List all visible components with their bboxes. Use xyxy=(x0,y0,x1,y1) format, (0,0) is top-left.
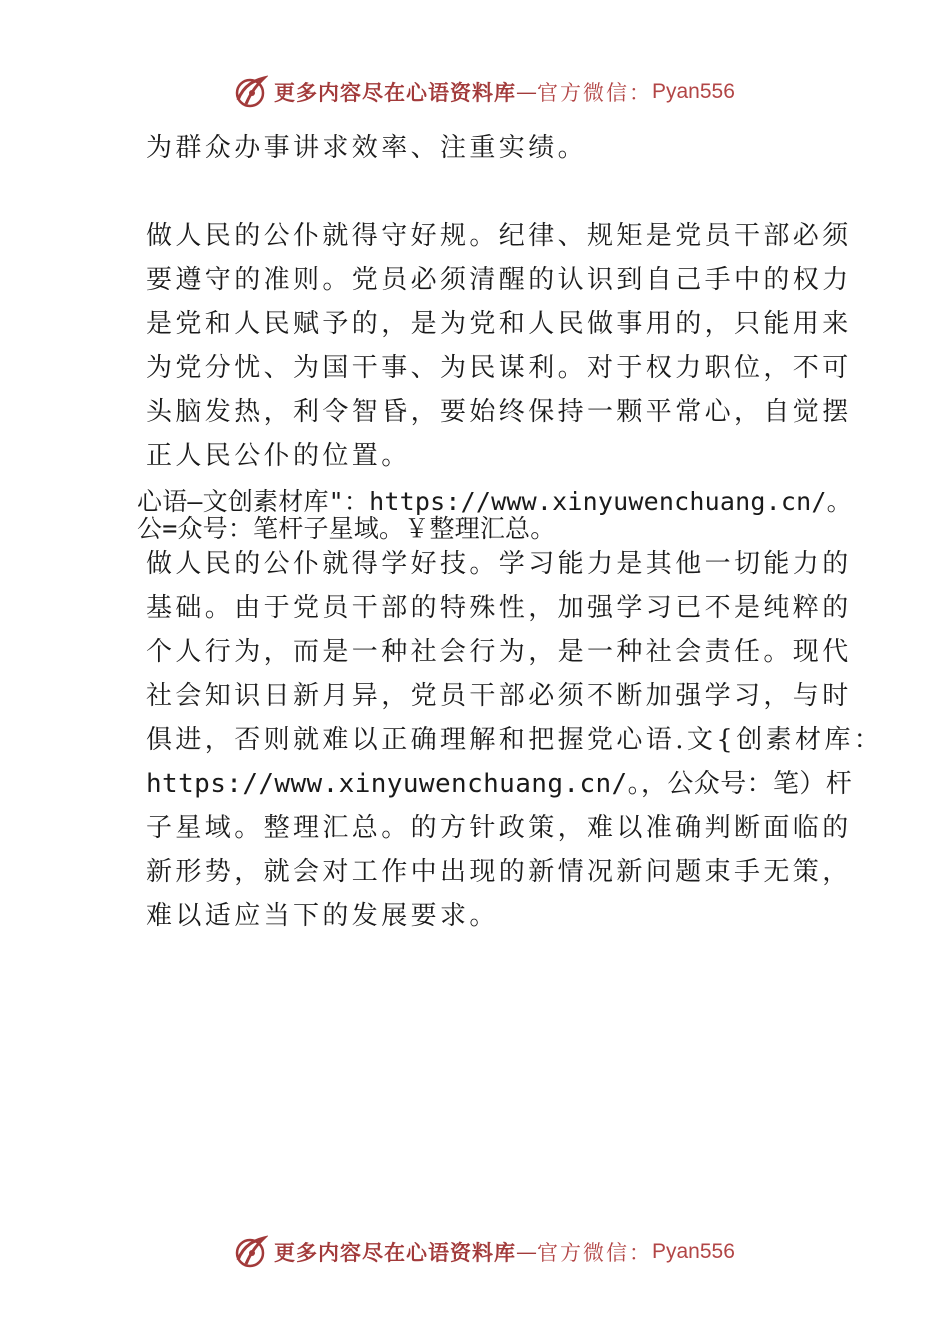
header-wechat-id: Pyan556 xyxy=(652,80,735,103)
paragraph-2-line: 做人民的公仆就得守好规。纪律、规矩是党员干部必须 xyxy=(146,221,852,251)
paragraph-3-line: 难以适应当下的发展要求。 xyxy=(146,901,499,931)
paragraph-2-line: 为党分忧、为国干事、为民谋利。对于权力职位，不可 xyxy=(146,353,852,383)
footer-title: 更多内容尽在心语资料库 xyxy=(274,1240,516,1265)
footer-separator: — xyxy=(516,1240,537,1264)
paragraph-2-line: 正人民公仆的位置。 xyxy=(146,441,411,471)
header-banner xyxy=(232,72,735,112)
paragraph-2-line: 头脑发热，利令智昏，要始终保持一颗平常心，自觉摆 xyxy=(146,397,852,427)
header-wechat-label: 官方微信： xyxy=(537,81,652,105)
paragraph-2-line: 是党和人民赋予的，是为党和人民做事用的，只能用来 xyxy=(146,309,852,339)
paragraph-3-line: https://www.xinyuwenchuang.cn/。，公众号：笔）杆 xyxy=(146,769,853,799)
header-title: 更多内容尽在心语资料库 xyxy=(274,80,516,105)
paragraph-3-line: 俱进，否则就难以正确理解和把握党心语.文{创素材库： xyxy=(146,725,884,755)
logo-icon xyxy=(232,74,268,110)
paragraph-2-line: 要遵守的准则。党员必须清醒的认识到自己手中的权力 xyxy=(146,265,852,295)
paragraph-3-line: 做人民的公仆就得学好技。学习能力是其他一切能力的 xyxy=(146,549,852,579)
paragraph-3-line: 新形势，就会对工作中出现的新情况新问题束手无策， xyxy=(146,857,852,887)
paragraph-3-line: 基础。由于党员干部的特殊性，加强学习已不是纯粹的 xyxy=(146,593,852,623)
footer-wechat-label: 官方微信： xyxy=(537,1241,652,1265)
paragraph-1-line: 为群众办事讲求效率、注重实绩。 xyxy=(146,133,588,163)
header-separator: — xyxy=(516,80,537,104)
paragraph-3-line: 子星域。整理汇总。的方针政策，难以准确判断面临的 xyxy=(146,813,852,843)
footer-wechat-id: Pyan556 xyxy=(652,1240,735,1263)
paragraph-3-line: 社会知识日新月异，党员干部必须不断加强学习，与时 xyxy=(146,681,852,711)
paragraph-3-line: 个人行为，而是一种社会行为，是一种社会责任。现代 xyxy=(146,637,852,667)
footer-banner xyxy=(232,1232,735,1272)
logo-icon xyxy=(232,1234,268,1270)
watermark-line: 公=众号：笔杆子星域。￥整理汇总。 xyxy=(137,514,556,543)
watermark-line: 心语—文创素材库"：https://www.xinyuwenchuang.cn/。 xyxy=(137,487,852,516)
